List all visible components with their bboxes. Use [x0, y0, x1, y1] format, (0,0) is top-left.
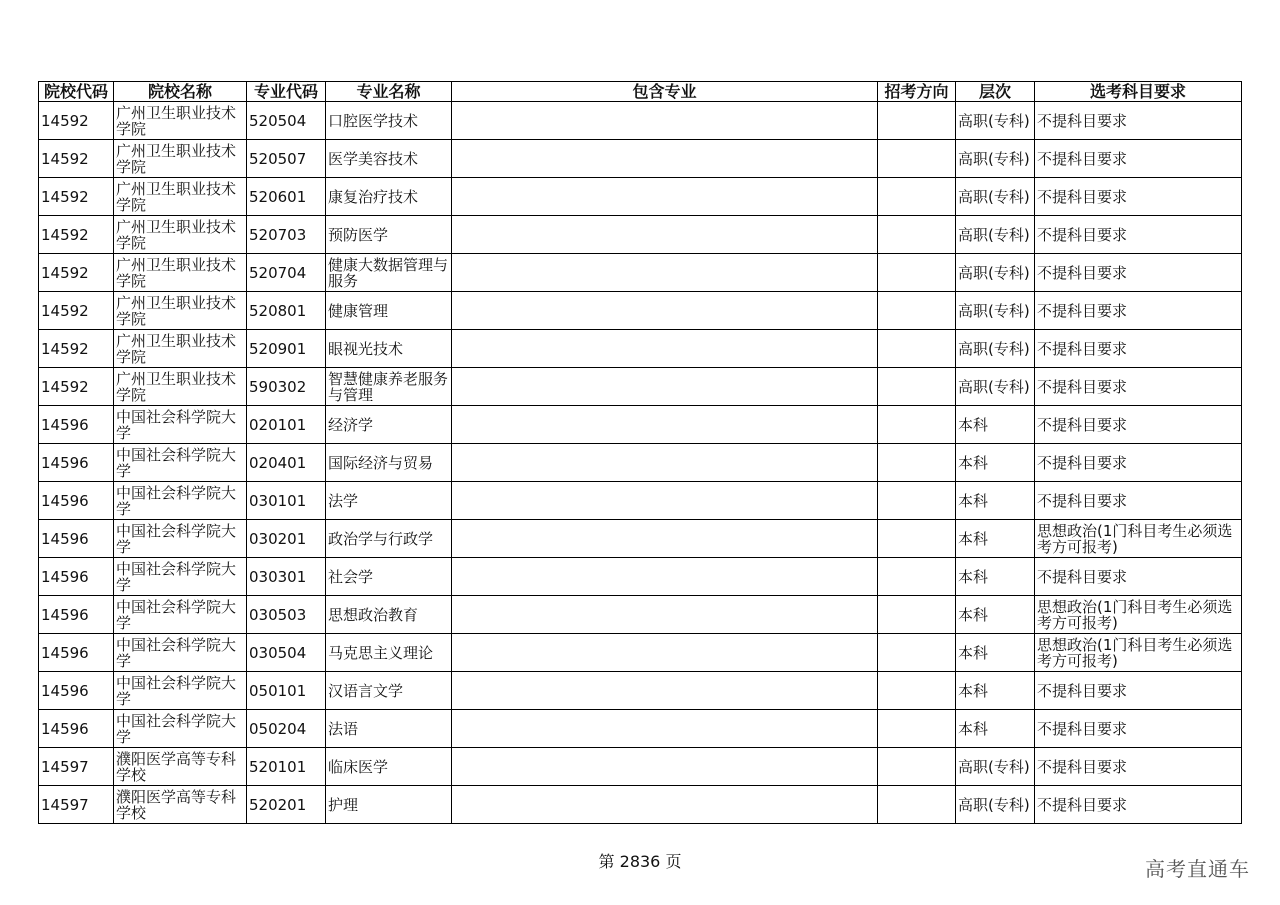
cell-school-name: 中国社会科学院大学 — [114, 672, 247, 710]
cell-subject-requirement: 不提科目要求 — [1035, 710, 1242, 748]
cell-included-majors — [452, 216, 878, 254]
cell-subject-requirement: 不提科目要求 — [1035, 102, 1242, 140]
table-row — [39, 786, 1242, 824]
cell-subject-requirement: 不提科目要求 — [1035, 330, 1242, 368]
cell-school-name: 广州卫生职业技术学院 — [114, 330, 247, 368]
header-level: 层次 — [956, 82, 1035, 102]
cell-included-majors — [452, 558, 878, 596]
cell-major-name: 经济学 — [326, 406, 452, 444]
cell-direction — [878, 482, 956, 520]
cell-major-name: 法语 — [326, 710, 452, 748]
cell-subject-requirement: 不提科目要求 — [1035, 672, 1242, 710]
cell-school-name: 中国社会科学院大学 — [114, 710, 247, 748]
cell-included-majors — [452, 102, 878, 140]
cell-direction — [878, 596, 956, 634]
cell-subject-requirement: 不提科目要求 — [1035, 748, 1242, 786]
header-major-code: 专业代码 — [247, 82, 326, 102]
table-row — [39, 558, 1242, 596]
cell-major-name: 医学美容技术 — [326, 140, 452, 178]
cell-major-code: 030201 — [247, 520, 326, 558]
cell-included-majors — [452, 596, 878, 634]
cell-major-name: 护理 — [326, 786, 452, 824]
cell-direction — [878, 406, 956, 444]
cell-subject-requirement: 不提科目要求 — [1035, 786, 1242, 824]
cell-major-name: 汉语言文学 — [326, 672, 452, 710]
cell-major-name: 智慧健康养老服务与管理 — [326, 368, 452, 406]
table-row — [39, 520, 1242, 558]
cell-included-majors — [452, 482, 878, 520]
cell-direction — [878, 444, 956, 482]
cell-major-name: 康复治疗技术 — [326, 178, 452, 216]
cell-included-majors — [452, 254, 878, 292]
cell-level: 高职(专科) — [956, 254, 1035, 292]
cell-school-name: 广州卫生职业技术学院 — [114, 368, 247, 406]
cell-major-code: 520801 — [247, 292, 326, 330]
page-number: 第 2836 页 — [598, 852, 682, 871]
table-body — [39, 102, 1242, 824]
cell-major-name: 马克思主义理论 — [326, 634, 452, 672]
table-row — [39, 178, 1242, 216]
table-row — [39, 140, 1242, 178]
cell-school-name: 濮阳医学高等专科学校 — [114, 786, 247, 824]
cell-subject-requirement: 不提科目要求 — [1035, 406, 1242, 444]
table-row — [39, 254, 1242, 292]
cell-major-code: 520504 — [247, 102, 326, 140]
cell-school-code: 14596 — [39, 482, 114, 520]
cell-included-majors — [452, 786, 878, 824]
cell-school-code: 14596 — [39, 672, 114, 710]
table-row — [39, 102, 1242, 140]
cell-direction — [878, 672, 956, 710]
cell-level: 高职(专科) — [956, 330, 1035, 368]
watermark-text: 高考直通车 — [1145, 857, 1250, 881]
cell-major-code: 520601 — [247, 178, 326, 216]
cell-school-name: 广州卫生职业技术学院 — [114, 254, 247, 292]
cell-subject-requirement: 不提科目要求 — [1035, 254, 1242, 292]
cell-school-name: 中国社会科学院大学 — [114, 444, 247, 482]
cell-major-name: 法学 — [326, 482, 452, 520]
cell-level: 本科 — [956, 558, 1035, 596]
cell-school-code: 14592 — [39, 178, 114, 216]
cell-major-name: 思想政治教育 — [326, 596, 452, 634]
cell-school-name: 中国社会科学院大学 — [114, 406, 247, 444]
cell-school-code: 14592 — [39, 140, 114, 178]
cell-direction — [878, 140, 956, 178]
cell-major-name: 健康管理 — [326, 292, 452, 330]
cell-major-code: 520704 — [247, 254, 326, 292]
table-row — [39, 748, 1242, 786]
table-row — [39, 444, 1242, 482]
cell-school-code: 14592 — [39, 292, 114, 330]
cell-subject-requirement: 不提科目要求 — [1035, 558, 1242, 596]
cell-level: 高职(专科) — [956, 216, 1035, 254]
header-major-name: 专业名称 — [326, 82, 452, 102]
cell-included-majors — [452, 748, 878, 786]
cell-school-name: 中国社会科学院大学 — [114, 482, 247, 520]
cell-major-name: 社会学 — [326, 558, 452, 596]
cell-subject-requirement: 不提科目要求 — [1035, 140, 1242, 178]
cell-major-code: 030301 — [247, 558, 326, 596]
cell-included-majors — [452, 140, 878, 178]
cell-school-code: 14592 — [39, 102, 114, 140]
cell-direction — [878, 178, 956, 216]
header-included-majors: 包含专业 — [452, 82, 878, 102]
cell-school-name: 中国社会科学院大学 — [114, 596, 247, 634]
cell-level: 本科 — [956, 672, 1035, 710]
cell-subject-requirement: 不提科目要求 — [1035, 216, 1242, 254]
cell-level: 高职(专科) — [956, 786, 1035, 824]
cell-school-code: 14596 — [39, 444, 114, 482]
cell-level: 高职(专科) — [956, 292, 1035, 330]
table-row — [39, 406, 1242, 444]
cell-included-majors — [452, 520, 878, 558]
cell-subject-requirement: 不提科目要求 — [1035, 482, 1242, 520]
cell-included-majors — [452, 292, 878, 330]
cell-school-code: 14597 — [39, 786, 114, 824]
cell-major-code: 050204 — [247, 710, 326, 748]
cell-direction — [878, 748, 956, 786]
cell-level: 本科 — [956, 520, 1035, 558]
cell-school-name: 广州卫生职业技术学院 — [114, 216, 247, 254]
cell-level: 本科 — [956, 710, 1035, 748]
cell-level: 本科 — [956, 596, 1035, 634]
cell-included-majors — [452, 672, 878, 710]
cell-school-name: 广州卫生职业技术学院 — [114, 292, 247, 330]
enrollment-table — [38, 81, 1242, 824]
cell-subject-requirement: 思想政治(1门科目考生必须选考方可报考) — [1035, 596, 1242, 634]
cell-direction — [878, 558, 956, 596]
cell-subject-requirement: 不提科目要求 — [1035, 444, 1242, 482]
cell-included-majors — [452, 710, 878, 748]
cell-school-name: 中国社会科学院大学 — [114, 520, 247, 558]
cell-level: 本科 — [956, 634, 1035, 672]
cell-level: 高职(专科) — [956, 368, 1035, 406]
cell-school-name: 广州卫生职业技术学院 — [114, 102, 247, 140]
cell-level: 本科 — [956, 482, 1035, 520]
cell-school-code: 14596 — [39, 520, 114, 558]
cell-direction — [878, 710, 956, 748]
cell-major-code: 020101 — [247, 406, 326, 444]
cell-major-name: 临床医学 — [326, 748, 452, 786]
table-row — [39, 672, 1242, 710]
table-row — [39, 634, 1242, 672]
cell-direction — [878, 634, 956, 672]
cell-major-code: 520101 — [247, 748, 326, 786]
cell-school-name: 濮阳医学高等专科学校 — [114, 748, 247, 786]
table-row — [39, 710, 1242, 748]
cell-major-code: 590302 — [247, 368, 326, 406]
table-row — [39, 482, 1242, 520]
cell-school-code: 14596 — [39, 406, 114, 444]
header-direction: 招考方向 — [878, 82, 956, 102]
table-row — [39, 596, 1242, 634]
cell-school-name: 中国社会科学院大学 — [114, 634, 247, 672]
cell-school-code: 14592 — [39, 216, 114, 254]
cell-level: 本科 — [956, 444, 1035, 482]
cell-subject-requirement: 不提科目要求 — [1035, 292, 1242, 330]
cell-major-name: 政治学与行政学 — [326, 520, 452, 558]
header-subject-requirement: 选考科目要求 — [1035, 82, 1242, 102]
cell-included-majors — [452, 444, 878, 482]
table-row — [39, 292, 1242, 330]
cell-direction — [878, 254, 956, 292]
cell-major-code: 520507 — [247, 140, 326, 178]
cell-included-majors — [452, 406, 878, 444]
table-row — [39, 330, 1242, 368]
table-row — [39, 368, 1242, 406]
cell-school-code: 14597 — [39, 748, 114, 786]
cell-school-code: 14596 — [39, 558, 114, 596]
cell-major-name: 眼视光技术 — [326, 330, 452, 368]
cell-major-code: 520703 — [247, 216, 326, 254]
cell-subject-requirement: 不提科目要求 — [1035, 368, 1242, 406]
cell-direction — [878, 330, 956, 368]
cell-level: 本科 — [956, 406, 1035, 444]
header-school-code: 院校代码 — [39, 82, 114, 102]
cell-included-majors — [452, 178, 878, 216]
table-header-row — [39, 82, 1242, 102]
cell-major-code: 020401 — [247, 444, 326, 482]
cell-direction — [878, 786, 956, 824]
cell-subject-requirement: 不提科目要求 — [1035, 178, 1242, 216]
cell-direction — [878, 520, 956, 558]
cell-direction — [878, 292, 956, 330]
header-school-name: 院校名称 — [114, 82, 247, 102]
cell-major-name: 国际经济与贸易 — [326, 444, 452, 482]
cell-school-name: 广州卫生职业技术学院 — [114, 140, 247, 178]
cell-school-code: 14592 — [39, 254, 114, 292]
cell-major-name: 口腔医学技术 — [326, 102, 452, 140]
cell-level: 高职(专科) — [956, 748, 1035, 786]
table-row — [39, 216, 1242, 254]
cell-school-code: 14592 — [39, 368, 114, 406]
cell-direction — [878, 102, 956, 140]
cell-school-name: 中国社会科学院大学 — [114, 558, 247, 596]
cell-included-majors — [452, 634, 878, 672]
cell-level: 高职(专科) — [956, 140, 1035, 178]
cell-included-majors — [452, 330, 878, 368]
cell-subject-requirement: 思想政治(1门科目考生必须选考方可报考) — [1035, 634, 1242, 672]
cell-major-code: 520201 — [247, 786, 326, 824]
cell-direction — [878, 368, 956, 406]
cell-major-code: 030504 — [247, 634, 326, 672]
cell-school-name: 广州卫生职业技术学院 — [114, 178, 247, 216]
cell-school-code: 14596 — [39, 596, 114, 634]
cell-school-code: 14592 — [39, 330, 114, 368]
cell-major-code: 030503 — [247, 596, 326, 634]
cell-major-code: 520901 — [247, 330, 326, 368]
cell-level: 高职(专科) — [956, 178, 1035, 216]
cell-school-code: 14596 — [39, 634, 114, 672]
cell-major-code: 030101 — [247, 482, 326, 520]
cell-level: 高职(专科) — [956, 102, 1035, 140]
cell-major-name: 健康大数据管理与服务 — [326, 254, 452, 292]
cell-included-majors — [452, 368, 878, 406]
cell-subject-requirement: 思想政治(1门科目考生必须选考方可报考) — [1035, 520, 1242, 558]
cell-major-name: 预防医学 — [326, 216, 452, 254]
cell-major-code: 050101 — [247, 672, 326, 710]
cell-school-code: 14596 — [39, 710, 114, 748]
cell-direction — [878, 216, 956, 254]
